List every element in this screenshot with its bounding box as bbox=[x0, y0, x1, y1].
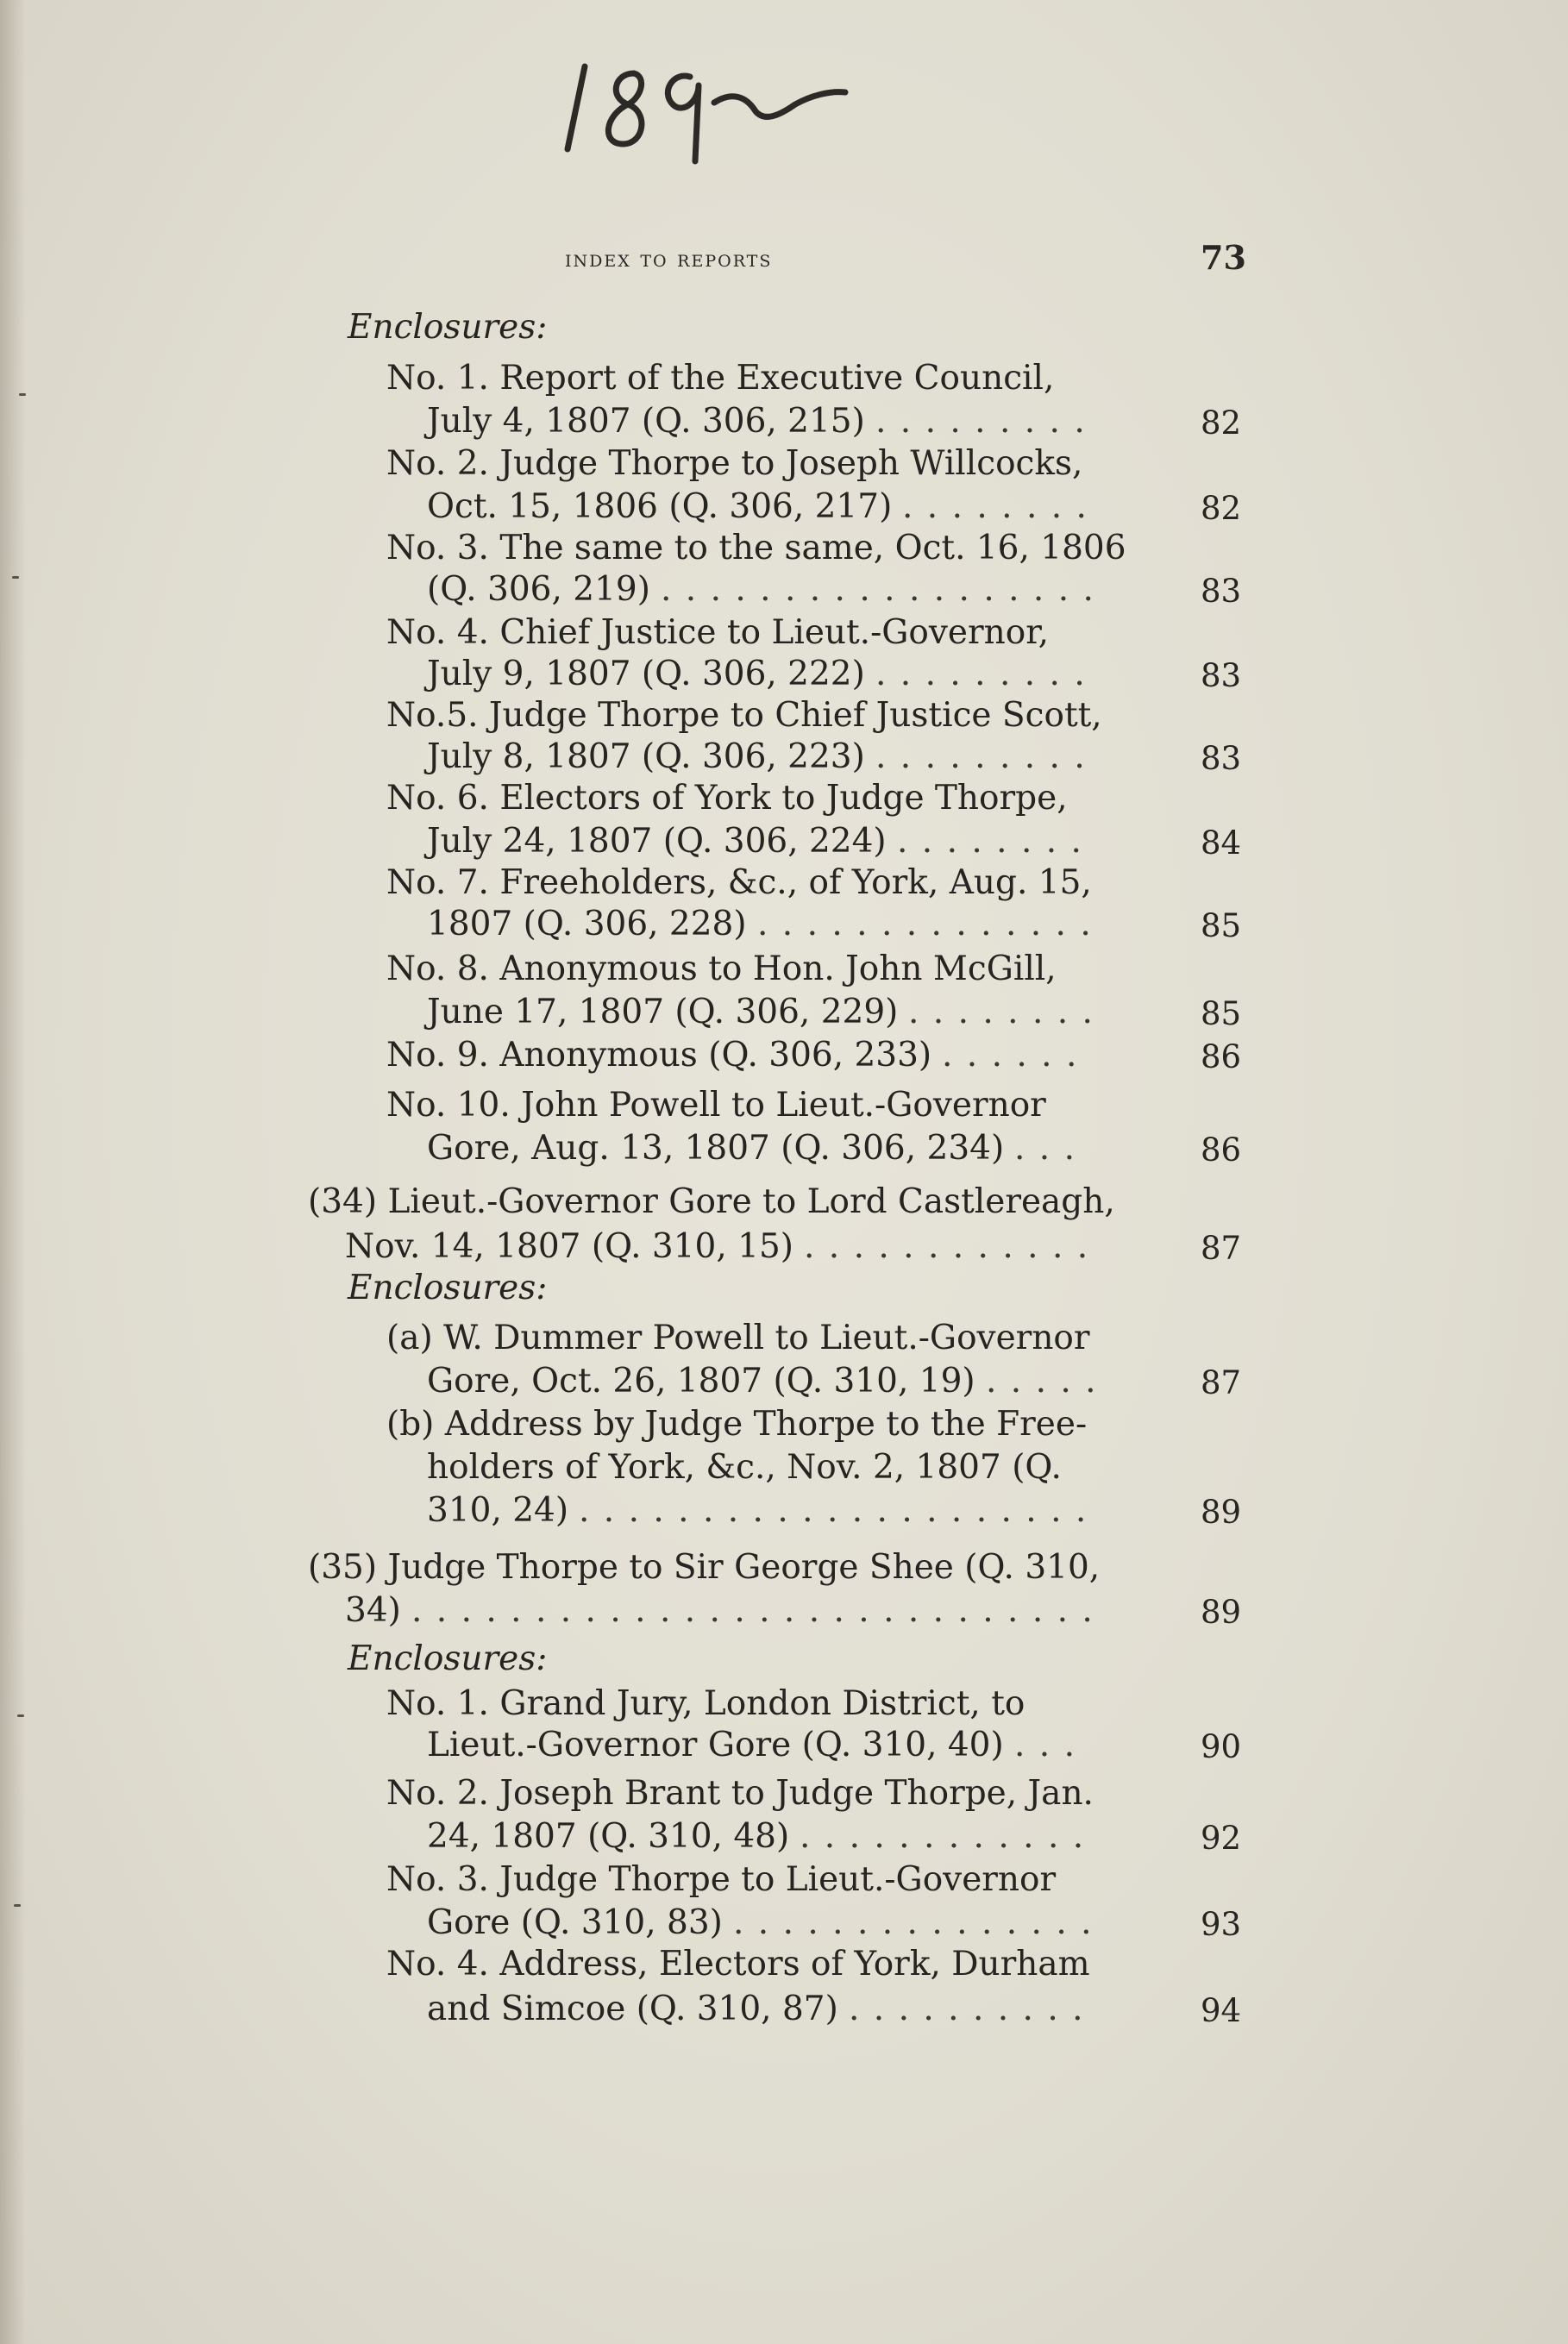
enclosure-entry-line: (a) W. Dummer Powell to Lieut.-Governor bbox=[386, 1319, 1090, 1357]
page-reference: 93 bbox=[1201, 1906, 1242, 1943]
enclosure-entry-line: No. 7. Freeholders, &c., of York, Aug. 15, bbox=[386, 863, 1092, 902]
enclosure-entry-line: July 4, 1807 (Q. 306, 215) bbox=[427, 402, 865, 441]
page-reference: 83 bbox=[1201, 657, 1242, 694]
enclosure-entry-line: No.5. Judge Thorpe to Chief Justice Scott, bbox=[386, 696, 1102, 735]
page-reference: 89 bbox=[1201, 1494, 1242, 1531]
enclosure-entry-line: No. 1. Grand Jury, London District, to bbox=[386, 1684, 1025, 1723]
page-reference: 87 bbox=[1201, 1230, 1242, 1267]
dot-leader: . . . bbox=[1014, 1129, 1076, 1168]
dot-leader: . . . . . bbox=[986, 1362, 1098, 1401]
enclosure-entry-line: July 24, 1807 (Q. 306, 224) bbox=[427, 822, 887, 861]
enclosures-label: Enclosures: bbox=[348, 308, 548, 347]
enclosure-entry-line: 310, 24) bbox=[427, 1491, 569, 1530]
dot-leader: . . . . . . . . . bbox=[875, 737, 1087, 776]
enclosure-entry-line: Gore, Aug. 13, 1807 (Q. 306, 234) bbox=[427, 1129, 1005, 1168]
dot-leader: . . . . . . . . . . . . bbox=[804, 1227, 1090, 1266]
enclosure-entry-line: No. 2. Judge Thorpe to Joseph Willcocks, bbox=[386, 444, 1083, 483]
dot-leader: . . . . . . . . bbox=[908, 993, 1094, 1031]
enclosure-entry-line: June 17, 1807 (Q. 306, 229) bbox=[427, 993, 899, 1031]
enclosure-entry-line: No. 3. The same to the same, Oct. 16, 1806 bbox=[386, 529, 1126, 567]
handwritten-note-drawing bbox=[552, 47, 931, 177]
enclosure-entry-line: Oct. 15, 1806 (Q. 306, 217) bbox=[427, 487, 893, 526]
enclosure-entry-line: No. 2. Joseph Brant to Judge Thorpe, Jan. bbox=[386, 1774, 1094, 1813]
enclosure-entry-line: and Simcoe (Q. 310, 87) bbox=[427, 1990, 838, 2028]
enclosure-entry-line: No. 1. Report of the Executive Council, bbox=[386, 359, 1055, 398]
running-head: index to reports bbox=[565, 246, 773, 273]
enclosure-entry-line: No. 10. John Powell to Lieut.-Governor bbox=[386, 1086, 1046, 1125]
page-reference: 90 bbox=[1201, 1728, 1242, 1765]
page-reference: 83 bbox=[1201, 740, 1242, 777]
dot-leader: . . . . . . . . . . bbox=[849, 1990, 1085, 2028]
dot-leader: . . . . . . . . . . . . . . . . . . . . . . . . . . . . bbox=[411, 1591, 1094, 1630]
paper-speck bbox=[14, 1904, 21, 1907]
enclosure-entry-line: holders of York, &c., Nov. 2, 1807 (Q. bbox=[427, 1448, 1062, 1487]
enclosure-entry-line: 24, 1807 (Q. 310, 48) bbox=[427, 1817, 790, 1856]
report-entry-line: (34) Lieut.-Governor Gore to Lord Castlereagh, bbox=[308, 1182, 1115, 1221]
dot-leader: . . . . . . . . . . . . . . . . . . . . . bbox=[579, 1491, 1088, 1530]
page-reference: 92 bbox=[1201, 1820, 1242, 1857]
dot-leader: . . . . . . . . . . . . . . bbox=[757, 905, 1093, 943]
dot-leader: . . . . . . . . . . . . . . . . . . bbox=[661, 570, 1095, 609]
page-reference: 85 bbox=[1201, 995, 1242, 1032]
page-reference: 85 bbox=[1201, 907, 1242, 944]
page-reference: 82 bbox=[1201, 404, 1242, 442]
paper-speck bbox=[17, 1714, 24, 1717]
enclosure-entry-line: No. 9. Anonymous (Q. 306, 233) bbox=[386, 1036, 932, 1075]
enclosure-entry-line: July 8, 1807 (Q. 306, 223) bbox=[427, 737, 865, 776]
page-reference: 82 bbox=[1201, 490, 1242, 527]
paper-speck bbox=[19, 393, 26, 396]
page-reference: 87 bbox=[1201, 1364, 1242, 1401]
dot-leader: . . . . . . . . . bbox=[875, 655, 1087, 693]
page-reference: 94 bbox=[1201, 1992, 1242, 2029]
enclosures-label: Enclosures: bbox=[348, 1269, 548, 1307]
enclosure-entry-line: No. 8. Anonymous to Hon. John McGill, bbox=[386, 950, 1057, 988]
report-entry-line: 34) bbox=[345, 1591, 401, 1630]
page-reference: 84 bbox=[1201, 824, 1242, 862]
report-entry-line: (35) Judge Thorpe to Sir George Shee (Q. 310, bbox=[308, 1548, 1101, 1587]
enclosures-label: Enclosures: bbox=[348, 1639, 548, 1678]
enclosure-entry-line: No. 4. Address, Electors of York, Durham bbox=[386, 1945, 1090, 1984]
page-number: 73 bbox=[1201, 238, 1246, 277]
dot-leader: . . . . . . . . . . . . bbox=[800, 1817, 1086, 1856]
page-reference: 83 bbox=[1201, 573, 1242, 610]
enclosure-entry-line: (Q. 306, 219) bbox=[427, 570, 650, 609]
dot-leader: . . . . . . . . . bbox=[875, 402, 1087, 441]
paper-speck bbox=[12, 576, 19, 579]
enclosure-entry-line: (b) Address by Judge Thorpe to the Free- bbox=[386, 1405, 1088, 1444]
dot-leader: . . . . . . . . bbox=[902, 487, 1088, 526]
page-gutter-shadow bbox=[0, 0, 26, 2344]
dot-leader: . . . . . . . . . . . . . . . bbox=[733, 1903, 1094, 1942]
handwritten-note bbox=[552, 47, 931, 177]
enclosure-entry-line: 1807 (Q. 306, 228) bbox=[427, 905, 747, 943]
enclosure-entry-line: No. 3. Judge Thorpe to Lieut.-Governor bbox=[386, 1860, 1057, 1899]
page-reference: 86 bbox=[1201, 1131, 1242, 1169]
enclosure-entry-line: No. 4. Chief Justice to Lieut.-Governor, bbox=[386, 613, 1050, 652]
enclosure-entry-line: Lieut.-Governor Gore (Q. 310, 40) bbox=[427, 1726, 1004, 1764]
dot-leader: . . . . . . bbox=[942, 1036, 1079, 1075]
page-reference: 86 bbox=[1201, 1038, 1242, 1075]
enclosure-entry-line: No. 6. Electors of York to Judge Thorpe, bbox=[386, 779, 1068, 818]
dot-leader: . . . bbox=[1014, 1726, 1076, 1764]
enclosure-entry-line: Gore (Q. 310, 83) bbox=[427, 1903, 723, 1942]
enclosure-entry-line: Gore, Oct. 26, 1807 (Q. 310, 19) bbox=[427, 1362, 975, 1401]
enclosure-entry-line: July 9, 1807 (Q. 306, 222) bbox=[427, 655, 865, 693]
page-reference: 89 bbox=[1201, 1594, 1242, 1631]
report-entry-line: Nov. 14, 1807 (Q. 310, 15) bbox=[345, 1227, 793, 1266]
dot-leader: . . . . . . . . bbox=[897, 822, 1083, 861]
